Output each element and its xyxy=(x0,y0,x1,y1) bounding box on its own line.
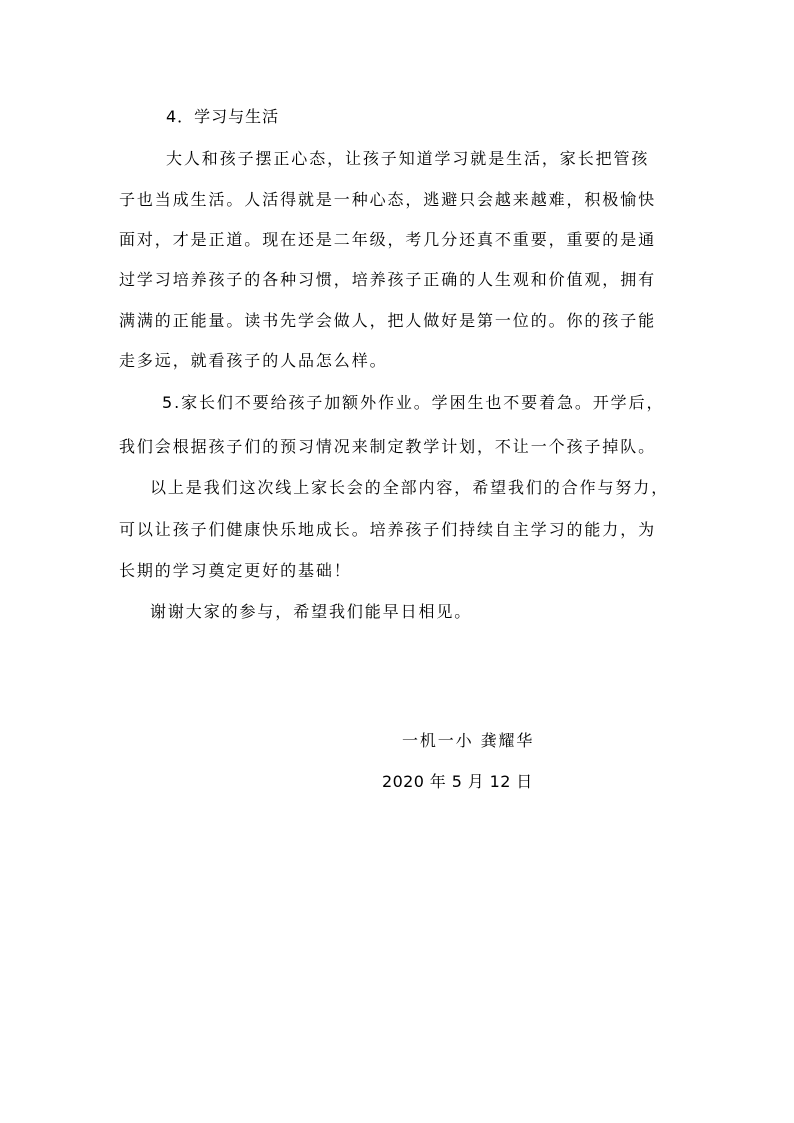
paragraph-2-line-2: 我们会根据孩子们的预习情况来制定教学计划，不让一个孩子掉队。 xyxy=(119,437,657,456)
paragraph-1-line-1: 大人和孩子摆正心态，让孩子知道学习就是生活，家长把管孩 xyxy=(166,149,650,168)
paragraph-1-line-4: 过学习培养孩子的各种习惯，培养孩子正确的人生观和价值观，拥有 xyxy=(119,270,657,289)
date: 2020 年 5 月 12 日 xyxy=(382,772,533,791)
paragraph-1-line-6: 走多远，就看孩子的人品怎么样。 xyxy=(119,351,388,370)
paragraph-3-line-1: 以上是我们这次线上家长会的全部内容，希望我们的合作与努力， xyxy=(150,478,670,497)
signature: 一机一小 龚耀华 xyxy=(402,731,535,750)
paragraph-1-line-2: 子也当成生活。人活得就是一种心态，逃避只会越来越难，积极愉快 xyxy=(119,190,657,209)
paragraph-2-line-1: 5.家长们不要给孩子加额外作业。学困生也不要着急。开学后， xyxy=(162,393,665,412)
paragraph-1-line-5: 满满的正能量。读书先学会做人，把人做好是第一位的。你的孩子能 xyxy=(119,311,657,330)
paragraph-3-line-2: 可以让孩子们健康快乐地成长。培养孩子们持续自主学习的能力，为 xyxy=(119,520,657,539)
thanks-line: 谢谢大家的参与，希望我们能早日相见。 xyxy=(150,602,473,621)
paragraph-3-line-3: 长期的学习奠定更好的基础！ xyxy=(119,561,352,580)
section-heading: 4．学习与生活 xyxy=(166,107,280,126)
paragraph-1-line-3: 面对，才是正道。现在还是二年级，考几分还真不重要，重要的是通 xyxy=(119,230,657,249)
